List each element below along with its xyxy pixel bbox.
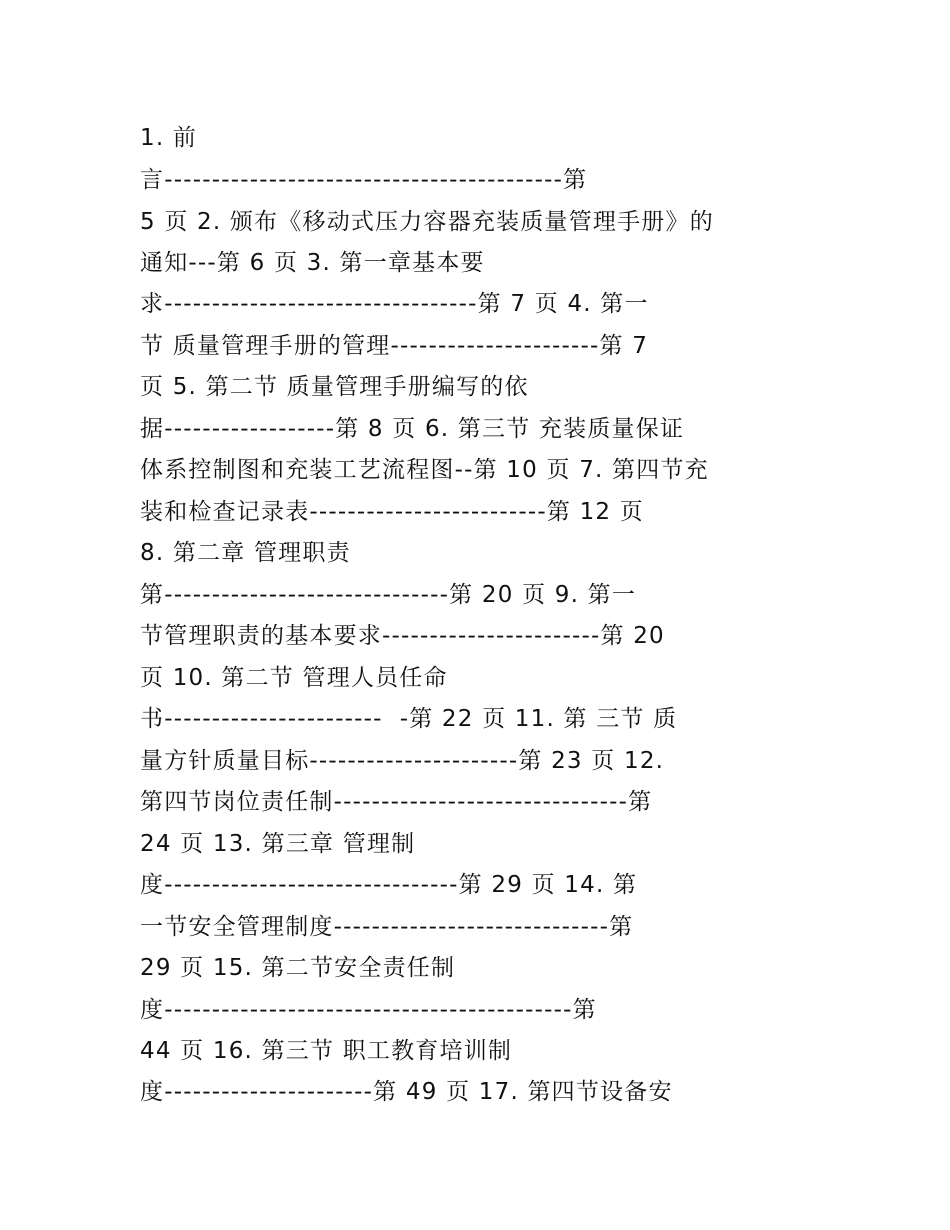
- toc-line: 29 页 15. 第二节安全责任制: [140, 955, 456, 981]
- toc-line: 据------------------第 8 页 6. 第三节 充装质量保证: [140, 416, 685, 442]
- toc-line: 节 质量管理手册的管理----------------------第 7: [140, 333, 649, 359]
- toc-line: 8. 第二章 管理职责: [140, 540, 351, 566]
- toc-line: 通知---第 6 页 3. 第一章基本要: [140, 250, 485, 276]
- toc-line: 言------------------------------------------第: [140, 167, 588, 193]
- toc-line: 求---------------------------------第 7 页 4. 第一: [140, 291, 649, 317]
- toc-line: 第------------------------------第 20 页 9. 第一: [140, 582, 637, 608]
- toc-line: 度-------------------------------第 29 页 14. 第: [140, 872, 638, 898]
- toc-line: 页 10. 第二节 管理人员任命: [140, 665, 448, 691]
- toc-line: 1. 前: [140, 125, 198, 151]
- toc-line: 页 5. 第二节 质量管理手册编写的依: [140, 374, 529, 400]
- toc-line: 书----------------------- -第 22 页 11. 第 三节 质: [140, 706, 678, 732]
- toc-line: 节管理职责的基本要求-----------------------第 20: [140, 623, 665, 649]
- toc-line: 度----------------------第 49 页 17. 第四节设备安: [140, 1079, 673, 1105]
- toc-line: 第四节岗位责任制-------------------------------第: [140, 789, 653, 815]
- toc-line: 44 页 16. 第三节 职工教育培训制: [140, 1038, 513, 1064]
- toc-line: 量方针质量目标----------------------第 23 页 12.: [140, 748, 665, 774]
- toc-line: 装和检查记录表-------------------------第 12 页: [140, 499, 644, 525]
- toc-line: 度-------------------------------------------第: [140, 997, 597, 1023]
- toc-line: 体系控制图和充装工艺流程图--第 10 页 7. 第四节充: [140, 457, 709, 483]
- toc-line: 一节安全管理制度-----------------------------第: [140, 914, 634, 940]
- toc-line: 24 页 13. 第三章 管理制: [140, 831, 416, 857]
- toc-line: 5 页 2. 颁布《移动式压力容器充装质量管理手册》的: [140, 209, 714, 235]
